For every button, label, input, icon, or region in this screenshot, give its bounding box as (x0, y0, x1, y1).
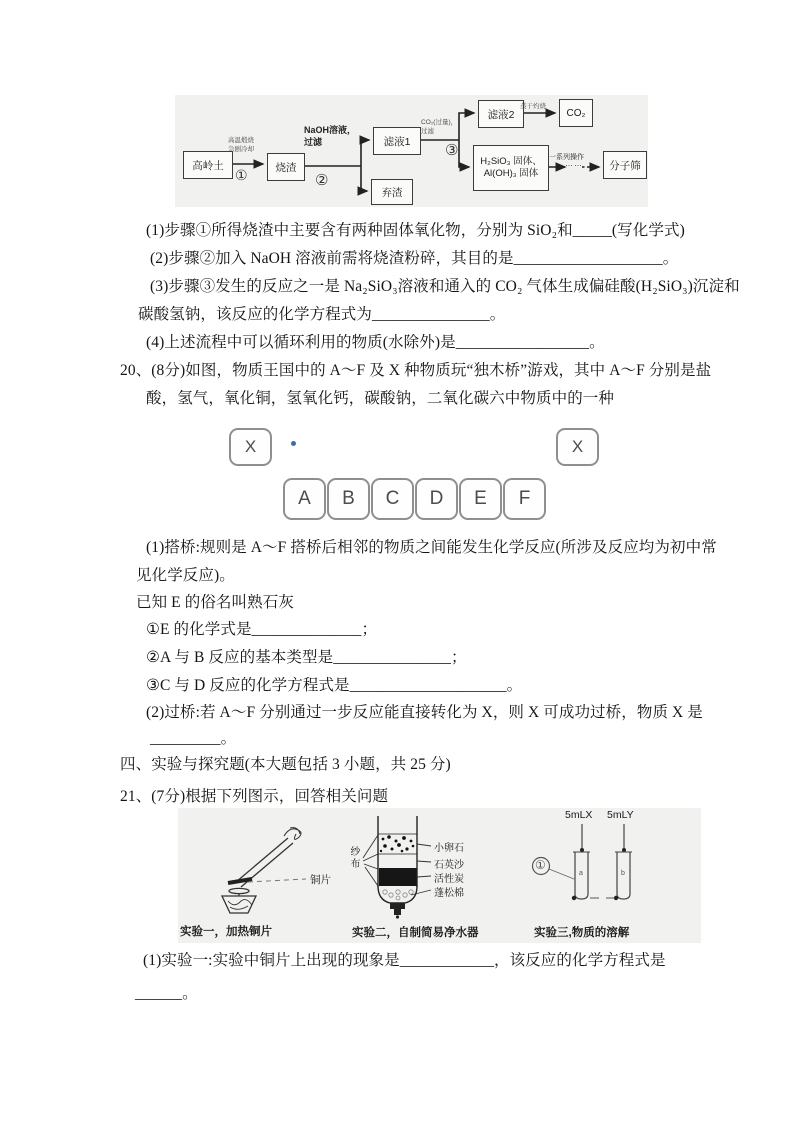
exp2-caption: 实验二，自制简易净水器 (352, 927, 479, 939)
bridge-box-e: E (459, 478, 502, 520)
bridge-letter-row (283, 478, 546, 520)
exp3-tube-b-label: b (621, 870, 625, 877)
q19-part3a: (3)步骤③发生的反应之一是 Na₂SiO₃溶液和通入的 CO₂ 气体生成偏硅酸(H₂SiO₃)沉淀和 (150, 278, 740, 295)
label-step3-line2: 过滤 (421, 128, 434, 135)
node-fenzishai: 分子筛 (603, 151, 647, 179)
exp3-volume-x: 5mLX (565, 809, 593, 821)
q20-stem-line2: 酸，氢气，氧化铜，氢氧化钙，碳酸钠，二氧化碳六中物质中的一种 (146, 390, 615, 407)
exp3-circled-1: ① (535, 858, 546, 872)
q20-part1a: (1)搭桥:规则是 A～F 搭桥后相邻的物质之间能发生化学反应(所涉及反应均为初中常 (146, 539, 717, 556)
bridge-box-d: D (415, 478, 458, 520)
label-series-dots: …… (565, 159, 583, 168)
exp3-volume-y: 5mLY (607, 809, 634, 821)
q20-part1b: 见化学反应)。 (136, 567, 235, 584)
q19-part1: (1)步骤①所得烧渣中主要含有两种固体氧化物，分别为 SiO₂和_____(写化学式) (146, 222, 685, 239)
q21-part1b: ______。 (135, 985, 198, 1002)
exp2-cotton-dots (383, 890, 413, 900)
flowchart-panel (175, 95, 648, 207)
exp2-gauze-label: 纱布 (348, 846, 359, 870)
q20-part2a: (2)过桥:若 A～F 分别通过一步反应能直接转化为 X，则 X 可成功过桥，物质 X 是 (146, 704, 703, 721)
node-lvye1: 滤液1 (373, 127, 421, 155)
exp2-pebble-speckles (380, 835, 415, 852)
bridge-box-x-right: X (556, 428, 599, 466)
exp2-layer-quartz: 石英沙 (434, 860, 464, 871)
q20-stem-line1: 20、(8分)如图，物质王国中的 A～F 及 X 种物质玩“独木桥”游戏，其中 A～F 分别是盐 (120, 362, 712, 379)
q20-sub3: ③C 与 D 反应的化学方程式是____________________。 (146, 677, 523, 694)
q20-known: 已知 E 的俗名叫熟石灰 (136, 594, 294, 611)
label-evaporate: 蒸干灼烧 (520, 103, 546, 110)
label-step1-line2: 急剧冷却 (228, 146, 254, 153)
bridge-box-a: A (283, 478, 326, 520)
q20-sub2: ②A 与 B 反应的基本类型是_______________； (146, 649, 467, 666)
section4-header: 四、实验与探究题(本大题包括 3 小题，共 25 分) (120, 756, 451, 773)
node-shaozha: 烧渣 (267, 153, 305, 181)
label-step3-num: ③ (445, 142, 459, 159)
exp2-layer-cotton: 蓬松棉 (434, 888, 464, 899)
q20-part2b: _________。 (150, 730, 237, 747)
exp2-layer-charcoal: 活性炭 (434, 874, 464, 885)
label-step2-line2: 过滤 (304, 137, 323, 147)
exp2-layer-pebbles: 小卵石 (434, 843, 464, 854)
ink-dot (291, 441, 296, 446)
q21-part1a: (1)实验一:实验中铜片上出现的现象是____________，该反应的化学方程式是 (143, 952, 666, 969)
exp3-tubes (533, 824, 633, 900)
exp2-purifier (378, 816, 417, 919)
node-solids-line2: Al(OH)₃ 固体 (483, 168, 539, 179)
node-solids-line1: H₂SiO₃ 固体、 (480, 156, 542, 168)
label-step3-line1: CO₂(过量)， (421, 119, 458, 126)
bridge-box-b: B (327, 478, 370, 520)
exp1-tongs-and-lamp (222, 828, 306, 913)
experiments-panel (178, 808, 701, 943)
exp3-tube-a-label: a (579, 870, 583, 877)
label-series-ops: 一系列操作 (549, 154, 584, 161)
node-kaolin: 高岭土 (183, 151, 233, 179)
node-solids (473, 145, 549, 191)
bridge-box-c: C (371, 478, 414, 520)
label-step2-line1: NaOH溶液， (304, 125, 357, 135)
exp1-caption: 实验一，加热铜片 (180, 926, 272, 938)
label-step1-line1: 高温煅烧 (228, 137, 254, 144)
q19-part4: (4)上述流程中可以循环利用的物质(水除外)是_________________。 (146, 334, 605, 351)
q19-part2: (2)步骤②加入 NaOH 溶液前需将烧渣粉碎，其目的是___________________。 (150, 250, 679, 267)
node-qizha: 弃渣 (371, 179, 413, 205)
bridge-box-x-left: X (229, 428, 272, 466)
node-lvye2: 滤液2 (478, 100, 524, 128)
exp3-caption: 实验三,物质的溶解 (534, 927, 630, 939)
q21-stem: 21、(7分)根据下列图示，回答相关问题 (120, 788, 389, 805)
exp1-copper-label: 铜片 (310, 874, 331, 886)
node-co2: CO₂ (559, 99, 593, 127)
label-step1-num: ① (235, 167, 248, 183)
q20-sub1: ①E 的化学式是______________； (146, 621, 378, 638)
bridge-box-f: F (503, 478, 546, 520)
q19-part3b: 碳酸氢钠，该反应的化学方程式为_______________。 (138, 306, 506, 323)
label-step2-num: ② (315, 172, 329, 189)
